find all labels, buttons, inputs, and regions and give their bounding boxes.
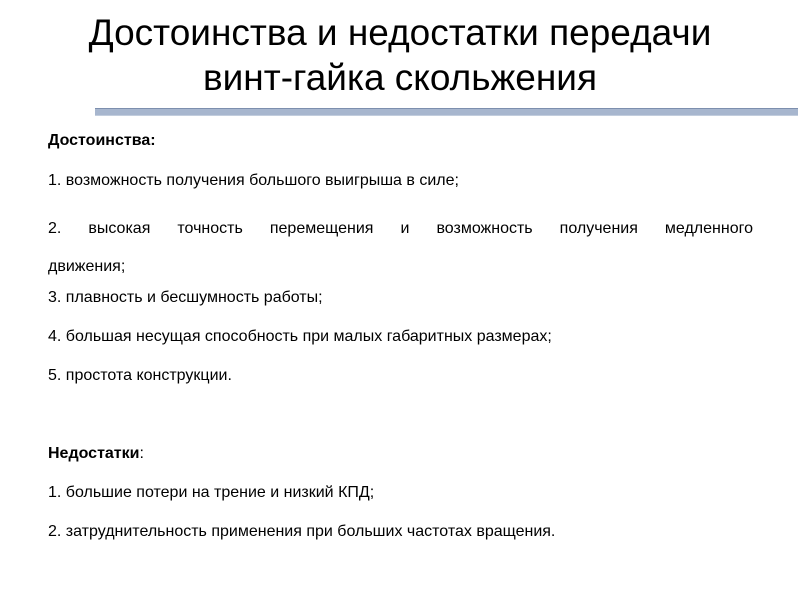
advantage-item-2-line-1: 2. высокая точность перемещения и возможность получения медленного (48, 220, 753, 237)
advantage-item-2-line-2: движения; (48, 258, 126, 275)
disadvantage-item-2: 2. затруднительность применения при больших частотах вращения. (48, 523, 556, 540)
disadvantages-heading-text: Недостатки (48, 445, 140, 462)
slide-title (0, 10, 800, 100)
disadvantages-heading (48, 444, 144, 464)
advantage-item-3: 3. плавность и бесшумность работы; (48, 289, 323, 306)
advantages-heading: Достоинства: (48, 132, 156, 149)
slide-title-line-1: Достоинства и недостатки передачи (88, 12, 712, 53)
advantage-item-4: 4. большая несущая способность при малых габаритных размерах; (48, 328, 552, 345)
disadvantages-heading-colon: : (139, 445, 144, 462)
slide-title-line-2: винт-гайка скольжения (202, 57, 597, 98)
advantage-item-5: 5. простота конструкции. (48, 367, 232, 384)
disadvantage-item-1: 1. большие потери на трение и низкий КПД; (48, 484, 375, 501)
title-divider (95, 108, 798, 116)
advantage-item-1: 1. возможность получения большого выигрыша в силе; (48, 172, 459, 189)
advantage-item-2 (48, 210, 753, 286)
